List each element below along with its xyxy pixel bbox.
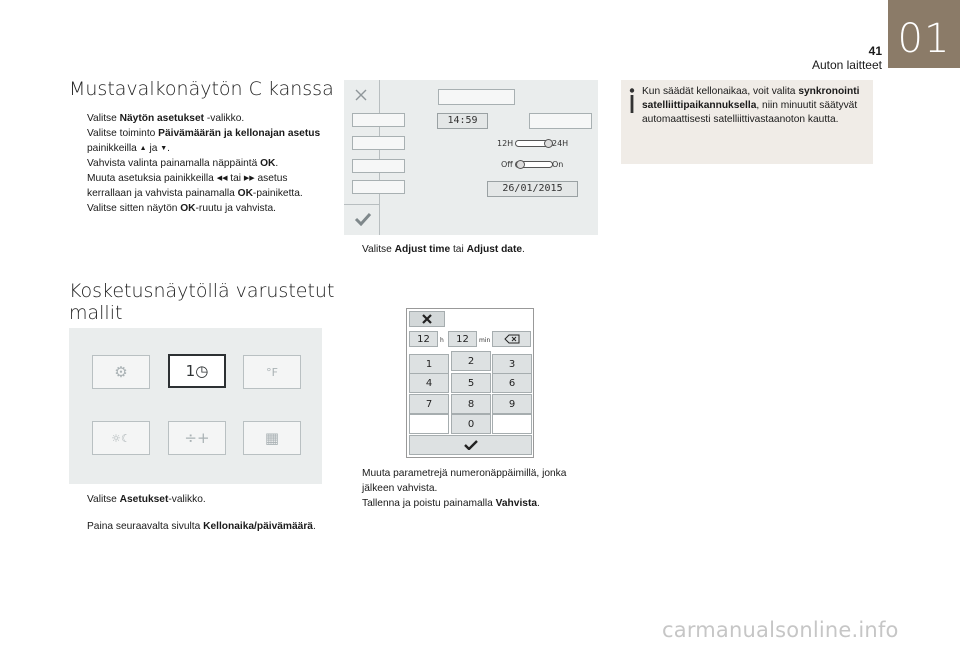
hours-unit: h <box>440 337 444 344</box>
date-time-caption: Valitse Adjust time tai Adjust date. <box>362 244 525 255</box>
date-value: 26/01/2015 <box>487 181 578 197</box>
step-item: Valitse sitten näytön OK-ruutu ja vahvista. <box>87 203 276 214</box>
info-text: Kun säädät kellonaikaa, voit valita synkronointi satelliittipaikannuksella, niin minuutit säätyvät automaattisesti satelliittivastaanoton kautta. <box>642 86 860 125</box>
step-item: Valitse Näytön asetukset -valikko. <box>87 113 245 124</box>
gear-icon: ⚙ <box>92 355 150 389</box>
date-time-screen-illustration <box>344 80 598 235</box>
arrow-right-icon: ▶▶ <box>243 175 255 182</box>
info-icon <box>628 88 636 114</box>
minutes-unit: min <box>479 337 491 344</box>
arrow-up-icon: ▲ <box>139 145 147 152</box>
key-8: 8 <box>451 394 491 414</box>
close-icon <box>409 311 445 327</box>
heading-mono-screen: Mustavalkonäytön C kanssa <box>69 78 334 100</box>
units-icon: °F <box>243 355 301 389</box>
time-value: 14:59 <box>437 113 488 129</box>
backspace-icon <box>492 331 531 347</box>
key-5: 5 <box>451 373 491 393</box>
section-title: Auton laitteet <box>811 58 882 72</box>
key-6: 6 <box>492 373 532 393</box>
empty-key <box>409 414 449 434</box>
key-0: 0 <box>451 414 491 434</box>
step-continuation: painikkeilla ▲ ja ▼. <box>87 143 170 154</box>
empty-key <box>492 414 532 434</box>
mono-screen-steps <box>69 111 344 216</box>
calendar-icon: ▦ <box>243 421 301 455</box>
key-9: 9 <box>492 394 532 414</box>
numeric-keypad-illustration <box>406 308 534 458</box>
step-item: Muuta asetuksia painikkeilla ◀◀ tai ▶▶ asetus <box>87 173 288 184</box>
menu-button <box>529 113 592 129</box>
page-number: 41 <box>868 44 882 58</box>
sync-off-label: Off <box>501 160 513 169</box>
clock-calendar-icon: 1◷ <box>168 354 226 388</box>
hours-field: 12 <box>409 331 438 347</box>
arrow-left-icon: ◀◀ <box>216 175 228 182</box>
check-icon <box>409 435 532 455</box>
menu-button <box>352 113 405 127</box>
format-toggle <box>515 140 553 147</box>
calculator-icon: ÷+ <box>168 421 226 455</box>
close-icon <box>355 89 367 101</box>
watermark: carmanualsonline.info <box>662 618 899 642</box>
step-item: Vahvista valinta painamalla näppäintä OK. <box>87 158 279 169</box>
display-icon: ☼☾ <box>92 421 150 455</box>
divider <box>344 204 380 205</box>
step-item: Valitse toiminto Päivämäärän ja kellonajan asetus <box>87 128 321 139</box>
touch-screen-step-1: Valitse Asetukset-valikko. <box>87 494 206 505</box>
menu-button <box>352 136 405 150</box>
settings-menu-illustration <box>69 328 322 484</box>
key-4: 4 <box>409 373 449 393</box>
format-12h-label: 12H <box>497 139 514 148</box>
format-24h-label: 24H <box>552 139 569 148</box>
key-3: 3 <box>492 354 532 374</box>
menu-button <box>352 180 405 194</box>
key-2: 2 <box>451 351 491 371</box>
heading-touch-screen: Kosketusnäytöllä varustetut mallit <box>69 280 335 324</box>
sync-toggle <box>515 161 553 168</box>
menu-button <box>438 89 515 105</box>
key-7: 7 <box>409 394 449 414</box>
check-icon <box>354 212 372 226</box>
key-1: 1 <box>409 354 449 374</box>
step-continuation: kerrallaan ja vahvista painamalla OK-painiketta. <box>87 188 303 199</box>
sync-on-label: On <box>552 160 564 169</box>
menu-button <box>352 159 405 173</box>
minutes-field: 12 <box>448 331 477 347</box>
arrow-down-icon: ▼ <box>160 145 168 152</box>
chapter-number-tab: 01 <box>888 0 960 68</box>
keypad-steps: Muuta parametrejä numeronäppäimillä, jonka jälkeen vahvista. Tallenna ja poistu painamalla Vahvista. <box>362 468 567 509</box>
info-box <box>621 80 873 164</box>
touch-screen-step-2: Paina seuraavalta sivulta Kellonaika/päivämäärä. <box>87 521 316 532</box>
